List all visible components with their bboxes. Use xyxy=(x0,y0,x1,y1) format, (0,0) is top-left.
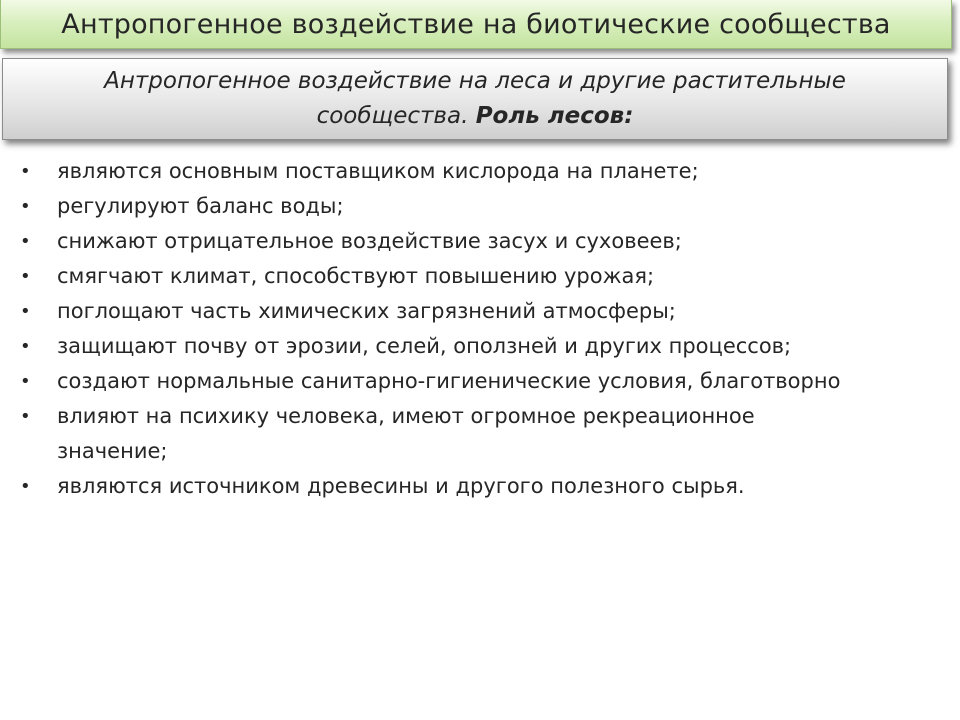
bullet-text: значение; xyxy=(57,439,168,463)
bullet-text: снижают отрицательное воздействие засух и суховеев; xyxy=(57,229,682,253)
bullet-marker: • xyxy=(20,301,31,322)
title-bar xyxy=(0,0,952,49)
slide-title: Антропогенное воздействие на биотические сообщества xyxy=(61,8,891,40)
bullet-marker: • xyxy=(20,371,31,392)
bullet-item xyxy=(20,224,950,259)
subtitle-emphasis: Роль лесов: xyxy=(475,103,634,129)
bullet-text: регулируют баланс воды; xyxy=(57,194,344,218)
bullet-item xyxy=(20,294,950,329)
subtitle-text: сообщества. xyxy=(316,103,476,129)
bullet-item xyxy=(20,154,950,189)
bullet-marker: • xyxy=(20,161,31,182)
bullet-marker: • xyxy=(20,476,31,497)
bullet-item xyxy=(20,259,950,294)
bullet-marker: • xyxy=(20,406,31,427)
subtitle-box xyxy=(2,58,948,140)
bullet-marker: • xyxy=(20,336,31,357)
bullet-text: смягчают климат, способствуют повышению урожая; xyxy=(57,264,655,288)
bullet-text: создают нормальные санитарно-гигиенические условия, благотворно xyxy=(57,369,841,393)
subtitle-line-1: Антропогенное воздействие на леса и другие растительные xyxy=(104,68,846,94)
bullet-marker: • xyxy=(20,196,31,217)
bullet-item xyxy=(20,364,950,399)
bullet-item xyxy=(20,399,950,469)
bullet-item xyxy=(20,329,950,364)
subtitle-line-2 xyxy=(317,99,634,134)
bullet-item xyxy=(20,189,950,224)
bullet-marker: • xyxy=(20,266,31,287)
bullet-text: являются основным поставщиком кислорода на планете; xyxy=(57,159,699,183)
bullet-text: влияют на психику человека, имеют огромное рекреационное xyxy=(57,404,755,428)
bullet-text: поглощают часть химических загрязнений атмосферы; xyxy=(57,299,676,323)
bullet-list xyxy=(20,154,950,504)
bullet-text: защищают почву от эрозии, селей, оползней и других процессов; xyxy=(57,334,792,358)
bullet-marker: • xyxy=(20,231,31,252)
bullet-text: являются источником древесины и другого полезного сырья. xyxy=(57,474,745,498)
bullet-item xyxy=(20,469,950,504)
